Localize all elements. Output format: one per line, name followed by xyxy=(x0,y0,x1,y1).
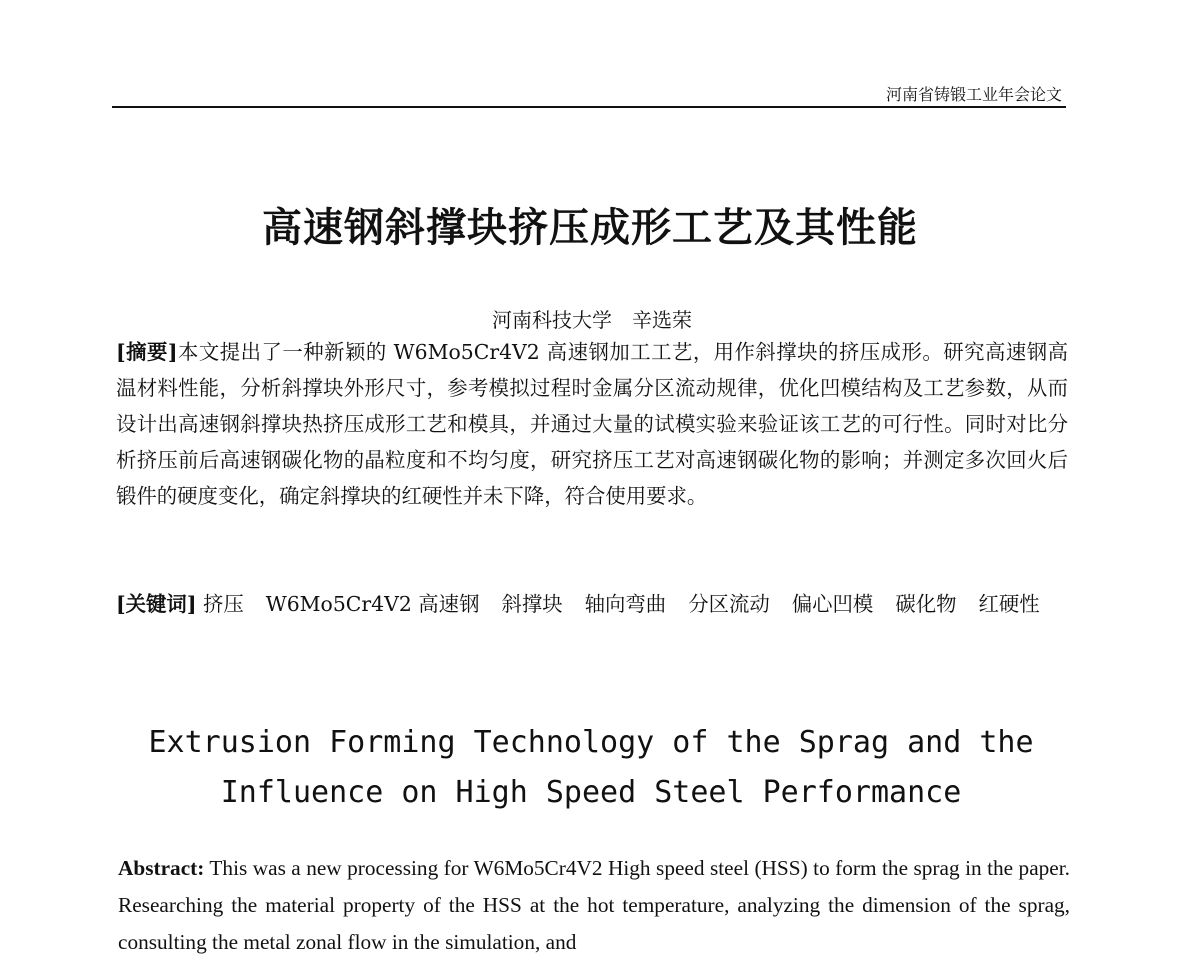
running-header-text: 河南省铸锻工业年会论文 xyxy=(885,85,1062,104)
author-affiliation: 河南科技大学 xyxy=(492,308,612,332)
keyword-item: 斜撑块 xyxy=(501,592,563,616)
chinese-title: 高速钢斜撑块挤压成形工艺及其性能 xyxy=(262,205,918,251)
keyword-item: 红硬性 xyxy=(978,592,1040,616)
keyword-item: 碳化物 xyxy=(895,592,957,616)
keyword-item: 挤压 xyxy=(202,592,244,616)
english-title-line-2: Influence on High Speed Steel Performance xyxy=(220,775,962,810)
keyword-item: 轴向弯曲 xyxy=(584,592,667,616)
chinese-abstract-text: 本文提出了一种新颖的 W6Mo5Cr4V2 高速钢加工工艺，用作斜撑块的挤压成形。研究高速钢高温材料性能，分析斜撑块外形尺寸，参考模拟过程时金属分区流动规律，优化凹模结构及工艺参数，从而设计出高速钢斜撑块热挤压成形工艺和模具，并通过大量的试模实验来验证该工艺的可行性。同时对比分析挤压前后高速钢碳化物的晶粒度和不均匀度，研究挤压工艺对高速钢碳化物的影响；并测定多次回火后锻件的硬度变化，确定斜撑块的红硬性并未下降，符合使用要求。 xyxy=(116,340,1069,508)
english-title xyxy=(0,718,1182,818)
author-line xyxy=(0,304,1184,333)
chinese-abstract-label: [摘要] xyxy=(116,340,178,364)
keyword-item: 分区流动 xyxy=(688,592,770,616)
english-abstract-text: This was a new processing for W6Mo5Cr4V2 High speed steel (HSS) to form the sprag in the paper. Researching the material property of the HSS at the hot temperature, analyzing the dimension of the sprag, consulting the metal zonal flow in the simulation, and xyxy=(118,856,1070,954)
english-abstract xyxy=(118,850,1070,961)
english-title-line-1: Extrusion Forming Technology of the Sprag and the xyxy=(148,725,1034,760)
chinese-keywords xyxy=(116,586,1068,622)
keyword-item: 偏心凹模 xyxy=(791,592,874,616)
keyword-item: W6Mo5Cr4V2 高速钢 xyxy=(265,592,480,616)
keywords-label: [关键词] xyxy=(116,592,197,616)
author-name: 辛选荣 xyxy=(632,308,692,332)
chinese-abstract xyxy=(116,334,1068,514)
english-abstract-label: Abstract: xyxy=(118,856,205,880)
running-header xyxy=(112,80,1066,108)
